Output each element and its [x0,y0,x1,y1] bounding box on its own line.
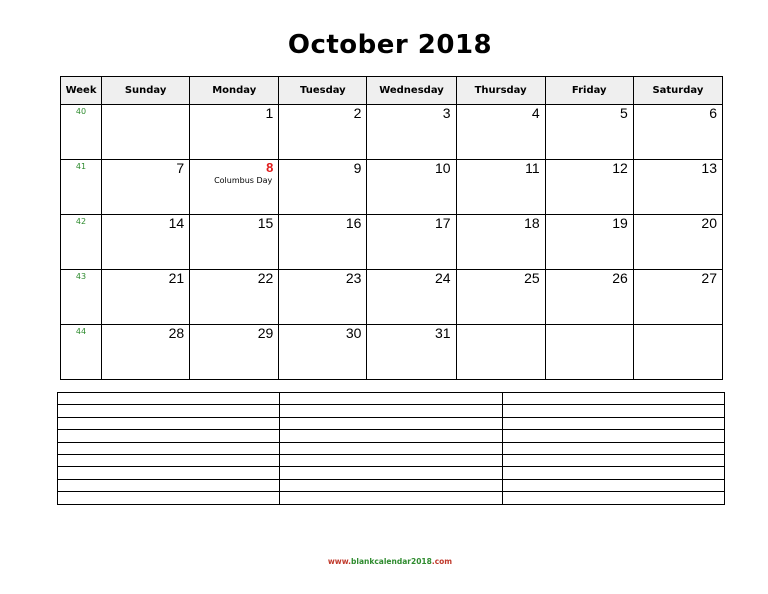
day-number: 17 [434,215,451,231]
day-number: 23 [345,270,362,286]
header-week: Week [61,77,102,105]
day-cell[interactable] [633,105,722,160]
day-cell[interactable] [279,325,367,380]
notes-cell[interactable] [280,442,502,454]
calendar-grid [60,76,723,380]
notes-row [58,442,725,454]
notes-cell[interactable] [502,430,724,442]
notes-row [58,430,725,442]
day-cell[interactable] [190,105,279,160]
day-cell[interactable] [367,160,456,215]
day-cell[interactable] [102,270,190,325]
header-tuesday: Tuesday [279,77,367,105]
footer-url-main: blankcalendar2018 [351,557,432,566]
notes-cell[interactable] [502,417,724,429]
holiday-name: Columbus Day [214,176,273,185]
week-number-cell [61,105,102,160]
day-cell[interactable] [456,160,545,215]
notes-cell[interactable] [502,393,724,405]
header-sunday: Sunday [102,77,190,105]
day-cell[interactable] [279,215,367,270]
notes-cell[interactable] [280,479,502,491]
week-number-cell [61,270,102,325]
day-number: 27 [701,270,717,286]
page-title: October 2018 [287,30,493,60]
week-row [61,105,723,160]
week-row [61,325,723,380]
week-row [61,215,723,270]
day-cell[interactable] [367,105,456,160]
notes-cell[interactable] [58,454,280,466]
day-number: 2 [353,105,362,121]
week-number-cell [61,325,102,380]
day-number: 6 [709,105,717,121]
day-number: 18 [524,215,540,231]
day-number: 12 [612,160,628,176]
day-cell[interactable] [633,215,722,270]
notes-row [58,454,725,466]
day-cell[interactable] [367,215,456,270]
day-cell[interactable] [633,325,722,380]
notes-row [58,417,725,429]
notes-cell[interactable] [58,442,280,454]
notes-cell[interactable] [58,405,280,417]
notes-row [58,467,725,479]
day-cell[interactable] [279,160,367,215]
footer-url-prefix: www. [327,557,352,566]
notes-row [58,492,725,504]
day-cell[interactable] [102,215,190,270]
day-number: 4 [531,105,540,121]
notes-cell[interactable] [280,417,502,429]
day-cell[interactable] [102,105,190,160]
notes-table [57,392,725,505]
header-wednesday: Wednesday [367,77,456,105]
day-cell[interactable] [190,215,279,270]
notes-cell[interactable] [280,393,502,405]
day-number: 25 [524,270,540,286]
notes-cell[interactable] [58,492,280,504]
day-number: 16 [345,215,362,231]
header-monday: Monday [190,77,279,105]
day-cell[interactable] [545,160,633,215]
notes-cell[interactable] [58,467,280,479]
day-cell[interactable] [279,105,367,160]
day-number: 7 [176,160,185,176]
notes-row [58,393,725,405]
notes-cell[interactable] [502,467,724,479]
day-cell-holiday[interactable] [190,160,279,215]
header-row [61,77,723,105]
day-cell[interactable] [456,105,545,160]
header-thursday: Thursday [456,77,545,105]
day-number: 21 [168,270,185,286]
day-number: 29 [257,325,274,341]
week-number: 43 [75,272,87,281]
day-cell[interactable] [190,270,279,325]
day-number: 24 [434,270,451,286]
notes-cell[interactable] [502,442,724,454]
day-cell[interactable] [456,270,545,325]
notes-row [58,479,725,491]
notes-cell[interactable] [502,492,724,504]
day-number: 19 [612,215,628,231]
day-cell[interactable] [190,325,279,380]
notes-cell[interactable] [280,405,502,417]
notes-cell[interactable] [502,405,724,417]
notes-cell[interactable] [280,467,502,479]
day-number: 1 [265,105,274,121]
week-row [61,160,723,215]
day-number: 31 [434,325,451,341]
week-number: 41 [75,162,87,171]
header-friday: Friday [545,77,633,105]
day-number: 3 [442,105,451,121]
day-number: 20 [701,215,717,231]
notes-cell[interactable] [280,430,502,442]
week-number: 42 [75,217,87,226]
day-cell[interactable] [456,215,545,270]
day-cell[interactable] [545,270,633,325]
day-number: 14 [168,215,185,231]
day-cell[interactable] [633,270,722,325]
notes-cell[interactable] [502,454,724,466]
day-cell[interactable] [545,215,633,270]
day-number: 10 [434,160,451,176]
day-cell[interactable] [102,325,190,380]
week-number: 40 [75,107,87,116]
day-cell[interactable] [279,270,367,325]
week-number-cell [61,160,102,215]
day-cell[interactable] [545,105,633,160]
notes-cell[interactable] [58,417,280,429]
notes-cell[interactable] [58,430,280,442]
day-cell[interactable] [633,160,722,215]
day-cell[interactable] [456,325,545,380]
day-cell[interactable] [367,270,456,325]
week-number-cell [61,215,102,270]
holiday-day-number: 8 [266,160,274,175]
day-cell[interactable] [367,325,456,380]
day-cell[interactable] [545,325,633,380]
notes-cell[interactable] [58,479,280,491]
day-number: 9 [353,160,362,176]
day-cell[interactable] [102,160,190,215]
notes-cell[interactable] [280,492,502,504]
day-number: 22 [257,270,274,286]
day-number: 26 [612,270,628,286]
footer-url[interactable] [0,557,768,566]
notes-row [58,405,725,417]
day-number: 5 [620,105,628,121]
footer-url-suffix: .com [431,557,453,566]
notes-cell[interactable] [502,479,724,491]
notes-cell[interactable] [58,393,280,405]
notes-cell[interactable] [280,454,502,466]
week-number: 44 [75,327,87,336]
day-number: 15 [257,215,274,231]
day-number: 28 [168,325,185,341]
day-number: 13 [701,160,717,176]
day-number: 30 [345,325,362,341]
day-number: 11 [525,160,540,176]
header-saturday: Saturday [633,77,722,105]
week-row [61,270,723,325]
